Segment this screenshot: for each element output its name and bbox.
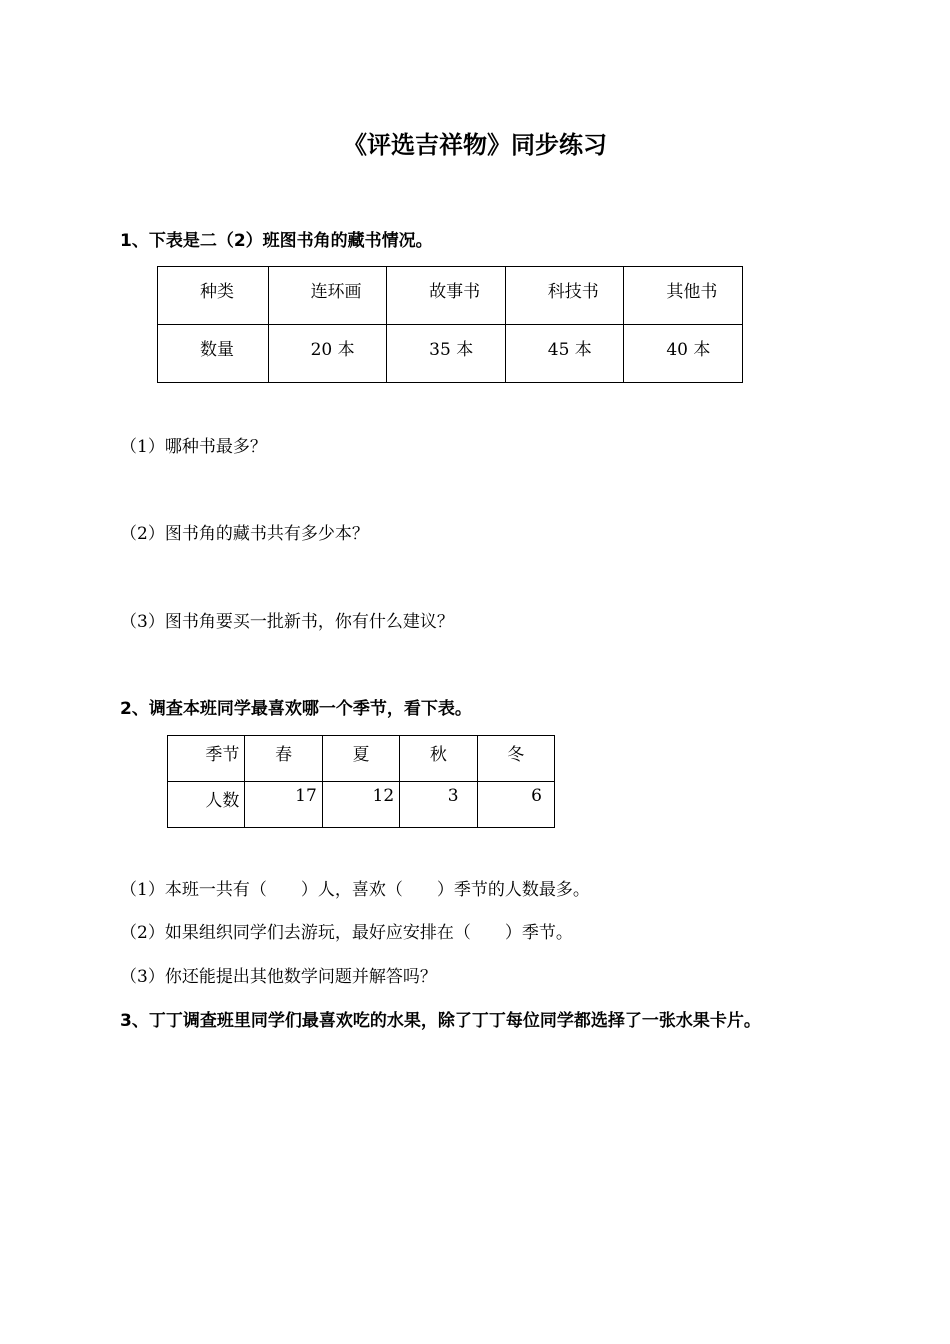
question-2-sub-1: （1）本班一共有（ ）人，喜欢（ ）季节的人数最多。: [120, 880, 590, 900]
table-cell: 3: [400, 782, 477, 828]
table-cell: 冬: [477, 736, 554, 782]
table-row: [168, 782, 555, 828]
question-1-sub-2: （2）图书角的藏书共有多少本？: [120, 524, 369, 544]
table-cell: 35 本: [387, 325, 506, 383]
book-table: [157, 266, 743, 383]
table-cell: 17: [245, 782, 322, 828]
table-cell: 人数: [168, 782, 245, 828]
table-cell: 45 本: [505, 325, 624, 383]
table-cell: 故事书: [387, 267, 506, 325]
table-cell: 春: [245, 736, 322, 782]
table-row: [168, 736, 555, 782]
question-2-sub-3: （3）你还能提出其他数学问题并解答吗？: [120, 967, 437, 987]
table-cell: 季节: [168, 736, 245, 782]
table-cell: 连环画: [268, 267, 387, 325]
question-3-heading: 3、丁丁调查班里同学们最喜欢吃的水果，除了丁丁每位同学都选择了一张水果卡片。: [120, 1011, 761, 1031]
question-1-sub-1: （1）哪种书最多？: [120, 437, 267, 457]
table-cell: 秋: [400, 736, 477, 782]
table-cell: 科技书: [505, 267, 624, 325]
table-cell: 6: [477, 782, 554, 828]
question-2-heading: 2、调查本班同学最喜欢哪一个季节，看下表。: [120, 699, 472, 719]
season-table: [167, 735, 555, 828]
table-cell: 夏: [322, 736, 399, 782]
table-cell: 20 本: [268, 325, 387, 383]
table-row: [158, 325, 743, 383]
table-cell: 种类: [158, 267, 269, 325]
table-cell: 12: [322, 782, 399, 828]
table-cell: 其他书: [624, 267, 743, 325]
table-cell: 数量: [158, 325, 269, 383]
question-2-sub-2: （2）如果组织同学们去游玩，最好应安排在（ ）季节。: [120, 923, 573, 943]
question-1-sub-3: （3）图书角要买一批新书，你有什么建议？: [120, 612, 454, 632]
page-title: 《评选吉祥物》同步练习: [343, 131, 607, 159]
table-row: [158, 267, 743, 325]
question-1-heading: 1、下表是二（2）班图书角的藏书情况。: [120, 231, 433, 251]
table-cell: 40 本: [624, 325, 743, 383]
